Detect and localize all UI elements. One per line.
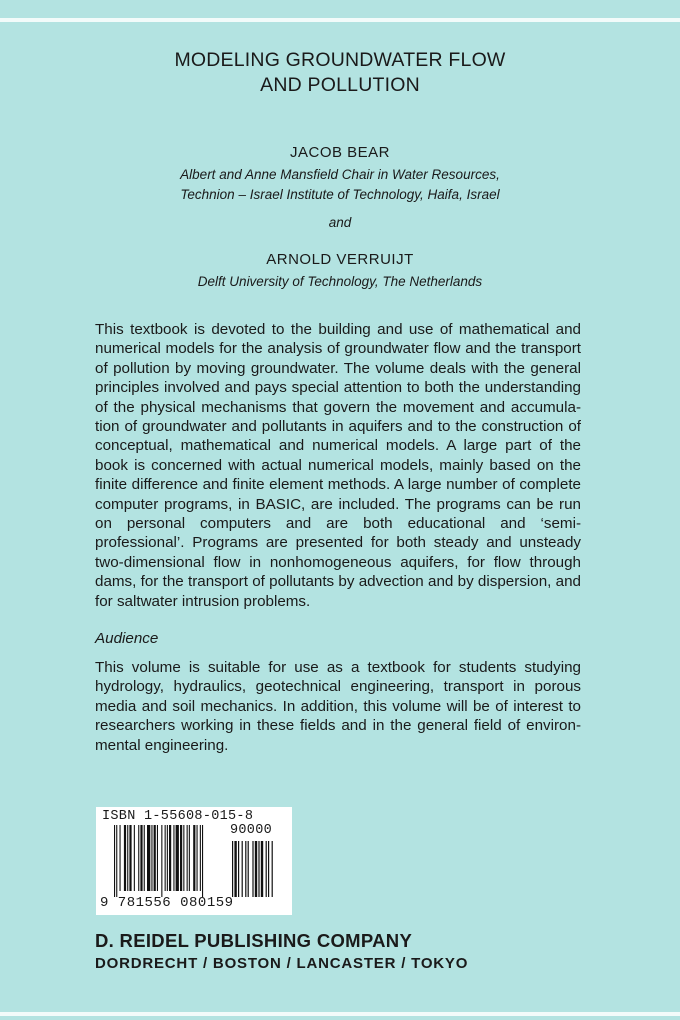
- barcode-bar: [116, 825, 117, 897]
- barcode-bar: [129, 825, 131, 891]
- addon-bar: [272, 841, 273, 897]
- addon-bar: [258, 841, 259, 897]
- author-name-2: ARNOLD VERRUIJT: [266, 251, 414, 268]
- title-line-1: MODELING GROUNDWATER FLOW: [174, 49, 506, 71]
- addon-bar: [261, 841, 263, 897]
- barcode-bar: [114, 825, 115, 897]
- affiliation-1-line-2: Technion – Israel Institute of Technology, Haifa, Israel: [180, 187, 500, 202]
- addon-bar: [245, 841, 246, 897]
- barcode-bar: [202, 825, 203, 897]
- barcode-bar: [193, 825, 195, 891]
- bottom-border-line: [0, 1012, 680, 1016]
- ean-digits: 9 781556 080159: [100, 895, 234, 911]
- barcode-bar: [169, 825, 171, 891]
- addon-bar: [234, 841, 236, 897]
- barcode-bar: [197, 825, 198, 891]
- addon-bar: [266, 841, 267, 897]
- barcode-bar: [138, 825, 139, 891]
- audience-heading: Audience: [95, 630, 159, 647]
- addon-bar: [252, 841, 253, 897]
- top-border-line: [0, 18, 680, 22]
- barcode-bar: [151, 825, 152, 891]
- barcode-bar: [189, 825, 190, 891]
- barcode-bar: [147, 825, 150, 891]
- affiliation-2-line-1: Delft University of Technology, The Netherlands: [197, 274, 483, 289]
- book-title: [0, 48, 680, 98]
- barcode-bar: [200, 825, 201, 891]
- title-line-2: AND POLLUTION: [260, 74, 420, 96]
- affiliation-1-line-1: Albert and Anne Mansfield Chair in Water Resources,: [180, 167, 500, 182]
- addon-bar: [242, 841, 243, 897]
- barcode-bar: [144, 825, 145, 891]
- barcode-bar: [183, 825, 184, 891]
- author-name-1: JACOB BEAR: [289, 144, 391, 161]
- author-affiliation-2: [0, 272, 680, 292]
- barcode-bar: [161, 825, 162, 897]
- publisher-name: D. REIDEL PUBLISHING COMPANY: [95, 930, 413, 951]
- barcode-bar: [124, 825, 126, 891]
- isbn-barcode: [96, 807, 292, 915]
- barcode-bar: [187, 825, 188, 891]
- addon-bar: [238, 841, 239, 897]
- audience-text: This volume is suitable for use as a textbook for students studying hydrology, hydraulics, geotechnical engineering, transport in porous media and soil mechanics. In addition, this volume will be of interest to researchers working in these fields and in the general field of environmental engineering.: [95, 659, 581, 754]
- barcode-bar: [154, 825, 156, 891]
- barcode-bar: [176, 825, 179, 891]
- addon-bar: [255, 841, 257, 897]
- barcode-bar: [167, 825, 168, 891]
- barcode-bar: [140, 825, 142, 891]
- author-connector: and: [328, 215, 352, 230]
- barcode-bar: [157, 825, 158, 891]
- barcode-bar: [180, 825, 182, 891]
- author-affiliation-1: [0, 165, 680, 205]
- addon-bar: [248, 841, 249, 897]
- addon-bar: [268, 841, 269, 897]
- publisher-cities: DORDRECHT / BOSTON / LANCASTER / TOKYO: [95, 955, 469, 972]
- barcode-bar: [165, 825, 166, 891]
- addon-bar: [232, 841, 233, 897]
- barcode-bar: [127, 825, 128, 891]
- price-code: 90000: [230, 823, 273, 838]
- barcode-bar: [173, 825, 174, 891]
- barcode-bar: [134, 825, 135, 891]
- barcode-bar: [120, 825, 121, 891]
- isbn-number: ISBN 1-55608-015-8: [102, 809, 254, 824]
- book-description: This textbook is devoted to the building and use of mathematical and numerical models for the analysis of groundwater flow and the transport of pollution by moving groundwater. The volume deals with the general principles involved and pays special attention to both the understanding of the physical mechanisms that govern the movement and accumulation of groundwater and pollutants in aquifers and to the construction of conceptual, mathematical and numerical models. A large part of the book is concerned with actual numerical models, mainly based on the finite difference and finite element methods. A large number of complete computer programs, in BASIC, are included. The programs can be run on personal computers and are both educational and ‘semi-professional’. Programs are presented for both steady and unsteady two-dimensional flow in nonhomogeneous aquifers, for flow through dams, for the transport of pollutants by advection and by dispersion, and for saltwater intrusion problems.: [95, 321, 581, 610]
